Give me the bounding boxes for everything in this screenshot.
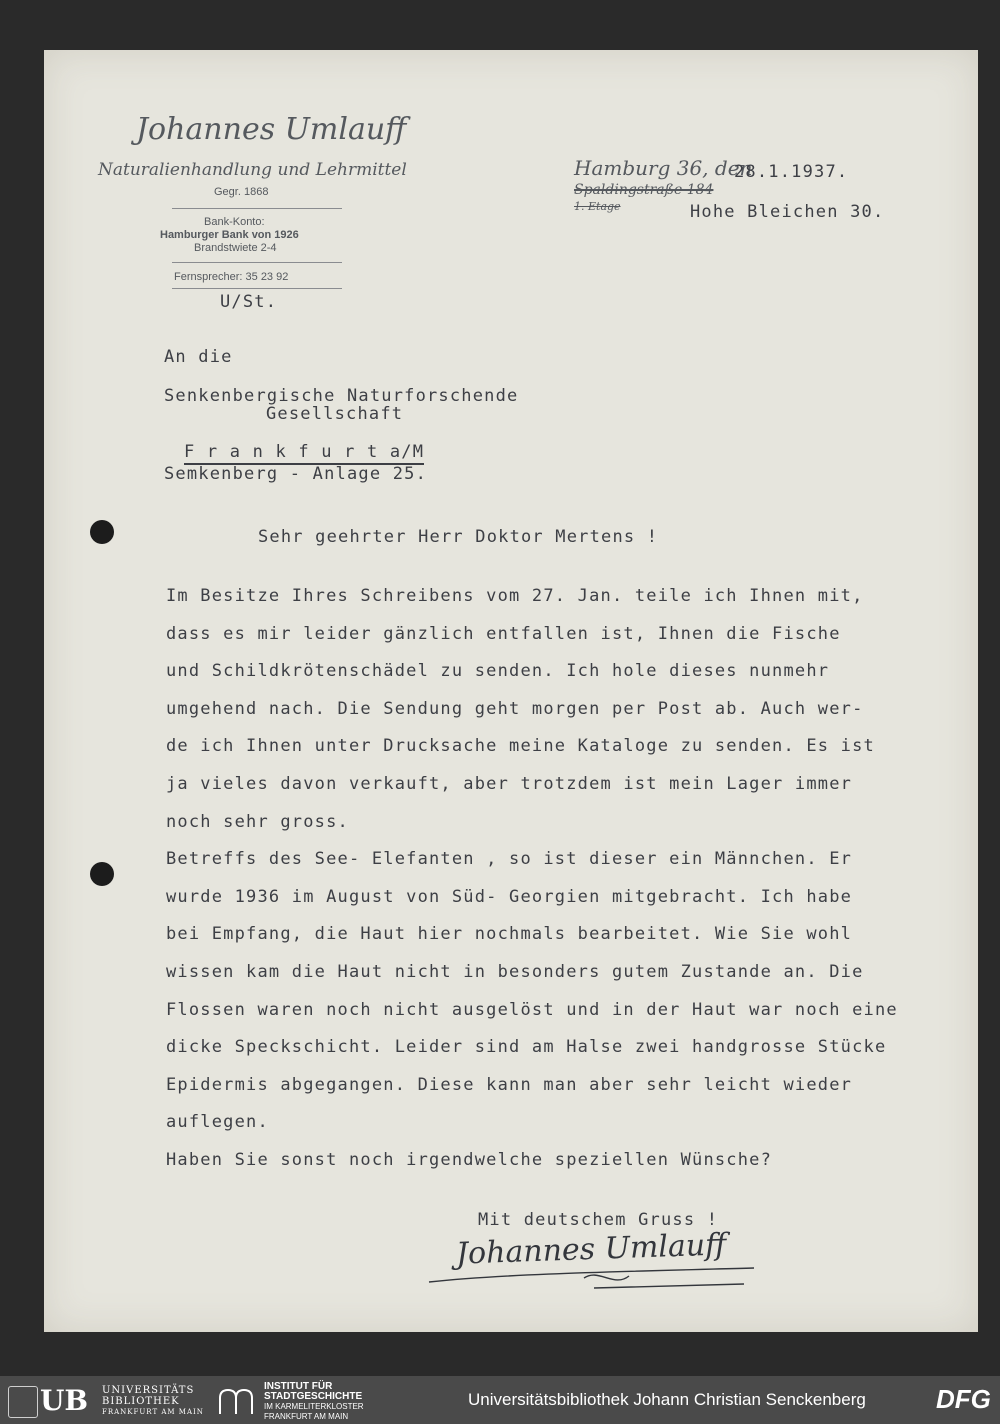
ub-line: UNIVERSITÄTS xyxy=(102,1385,195,1396)
signature-flourish xyxy=(424,1260,764,1300)
institute-icon xyxy=(216,1386,256,1416)
place-printed: Hamburg 36, den xyxy=(574,156,753,180)
founded-year: Gegr. 1868 xyxy=(214,186,269,198)
phone-number: Fernsprecher: 35 23 92 xyxy=(174,271,289,283)
body-line: und Schildkrötenschädel zu senden. Ich hole dieses nunmehr xyxy=(166,661,830,681)
ub-text xyxy=(102,1385,204,1418)
body-line: Im Besitze Ihres Schreibens vom 27. Jan. teile ich Ihnen mit, xyxy=(166,586,864,606)
recipient-city: F r a n k f u r t a/M xyxy=(184,442,424,465)
ub-logo: UB xyxy=(40,1384,89,1417)
struck-address: Spaldingstraße 184 xyxy=(574,182,714,198)
ub-line: FRANKFURT AM MAIN xyxy=(102,1408,204,1416)
body-line: Flossen waren noch nicht ausgelöst und in der Haut war noch eine xyxy=(166,1000,898,1020)
institute-line: FRANKFURT AM MAIN xyxy=(264,1412,349,1421)
bank-label: Bank-Konto: xyxy=(204,216,265,228)
body-line: auflegen. xyxy=(166,1112,269,1132)
company-subtitle: Naturalienhandlung und Lehrmittel xyxy=(98,160,407,180)
body-line: wissen kam die Haut nicht in besonders gutem Zustande an. Die xyxy=(166,962,864,982)
institute-line: STADTGESCHICHTE xyxy=(264,1391,363,1402)
reference-code: U/St. xyxy=(220,292,278,312)
punch-hole xyxy=(90,862,114,886)
body-line: noch sehr gross. xyxy=(166,812,349,832)
divider xyxy=(172,208,342,209)
signature: Johannes Umlauff xyxy=(455,1227,727,1272)
body-line: de ich Ihnen unter Drucksache meine Kataloge zu senden. Es ist xyxy=(166,736,875,756)
punch-hole xyxy=(90,520,114,544)
institute-line: IM KARMELITERKLOSTER xyxy=(264,1402,364,1411)
body-line: ja vieles davon verkauft, aber trotzdem ist mein Lager immer xyxy=(166,774,853,794)
letter-date: 28.1.1937. xyxy=(734,162,849,182)
footer-title: Universitätsbibliothek Johann Christian Senckenberg xyxy=(468,1390,866,1409)
institute-text xyxy=(264,1382,364,1422)
body-line: dass es mir leider gänzlich entfallen ist, Ihnen die Fische xyxy=(166,624,841,644)
bank-name: Hamburger Bank von 1926 xyxy=(160,229,299,241)
recipient-line: Gesellschaft xyxy=(266,404,404,424)
body-line: umgehend nach. Die Sendung geht morgen per Post ab. Auch wer- xyxy=(166,699,864,719)
divider xyxy=(172,288,342,289)
institute-line: INSTITUT FÜR xyxy=(264,1381,333,1392)
body-line: bei Empfang, die Haut hier nochmals bearbeitet. Wie Sie wohl xyxy=(166,924,853,944)
recipient-line: Semkenberg - Anlage 25. xyxy=(164,464,428,484)
dfg-logo: DFG xyxy=(936,1384,991,1414)
body-line: Betreffs des See- Elefanten , so ist dieser ein Männchen. Er xyxy=(166,849,853,869)
divider xyxy=(172,262,342,263)
street-address: Hohe Bleichen 30. xyxy=(690,202,885,222)
body-line: dicke Speckschicht. Leider sind am Halse zwei handgrosse Stücke xyxy=(166,1037,887,1057)
ub-line: BIBLIOTHEK xyxy=(102,1396,180,1407)
recipient-line: Senkenbergische Naturforschende xyxy=(164,386,519,406)
company-name: Johannes Umlauff xyxy=(136,112,407,147)
bust-icon xyxy=(8,1386,38,1418)
body-line: wurde 1936 im August von Süd- Georgien mitgebracht. Ich habe xyxy=(166,887,853,907)
closing: Mit deutschem Gruss ! xyxy=(478,1210,719,1230)
body-line: Epidermis abgegangen. Diese kann man aber sehr leicht wieder xyxy=(166,1075,853,1095)
body-line: Haben Sie sonst noch irgendwelche speziellen Wünsche? xyxy=(166,1150,773,1170)
letter-page xyxy=(44,50,978,1332)
footer-bar xyxy=(0,1376,1000,1424)
bank-address: Brandstwiete 2-4 xyxy=(194,242,277,254)
recipient-line: An die xyxy=(164,347,233,367)
salutation: Sehr geehrter Herr Doktor Mertens ! xyxy=(258,527,659,547)
struck-address-floor: 1. Etage xyxy=(574,200,621,213)
